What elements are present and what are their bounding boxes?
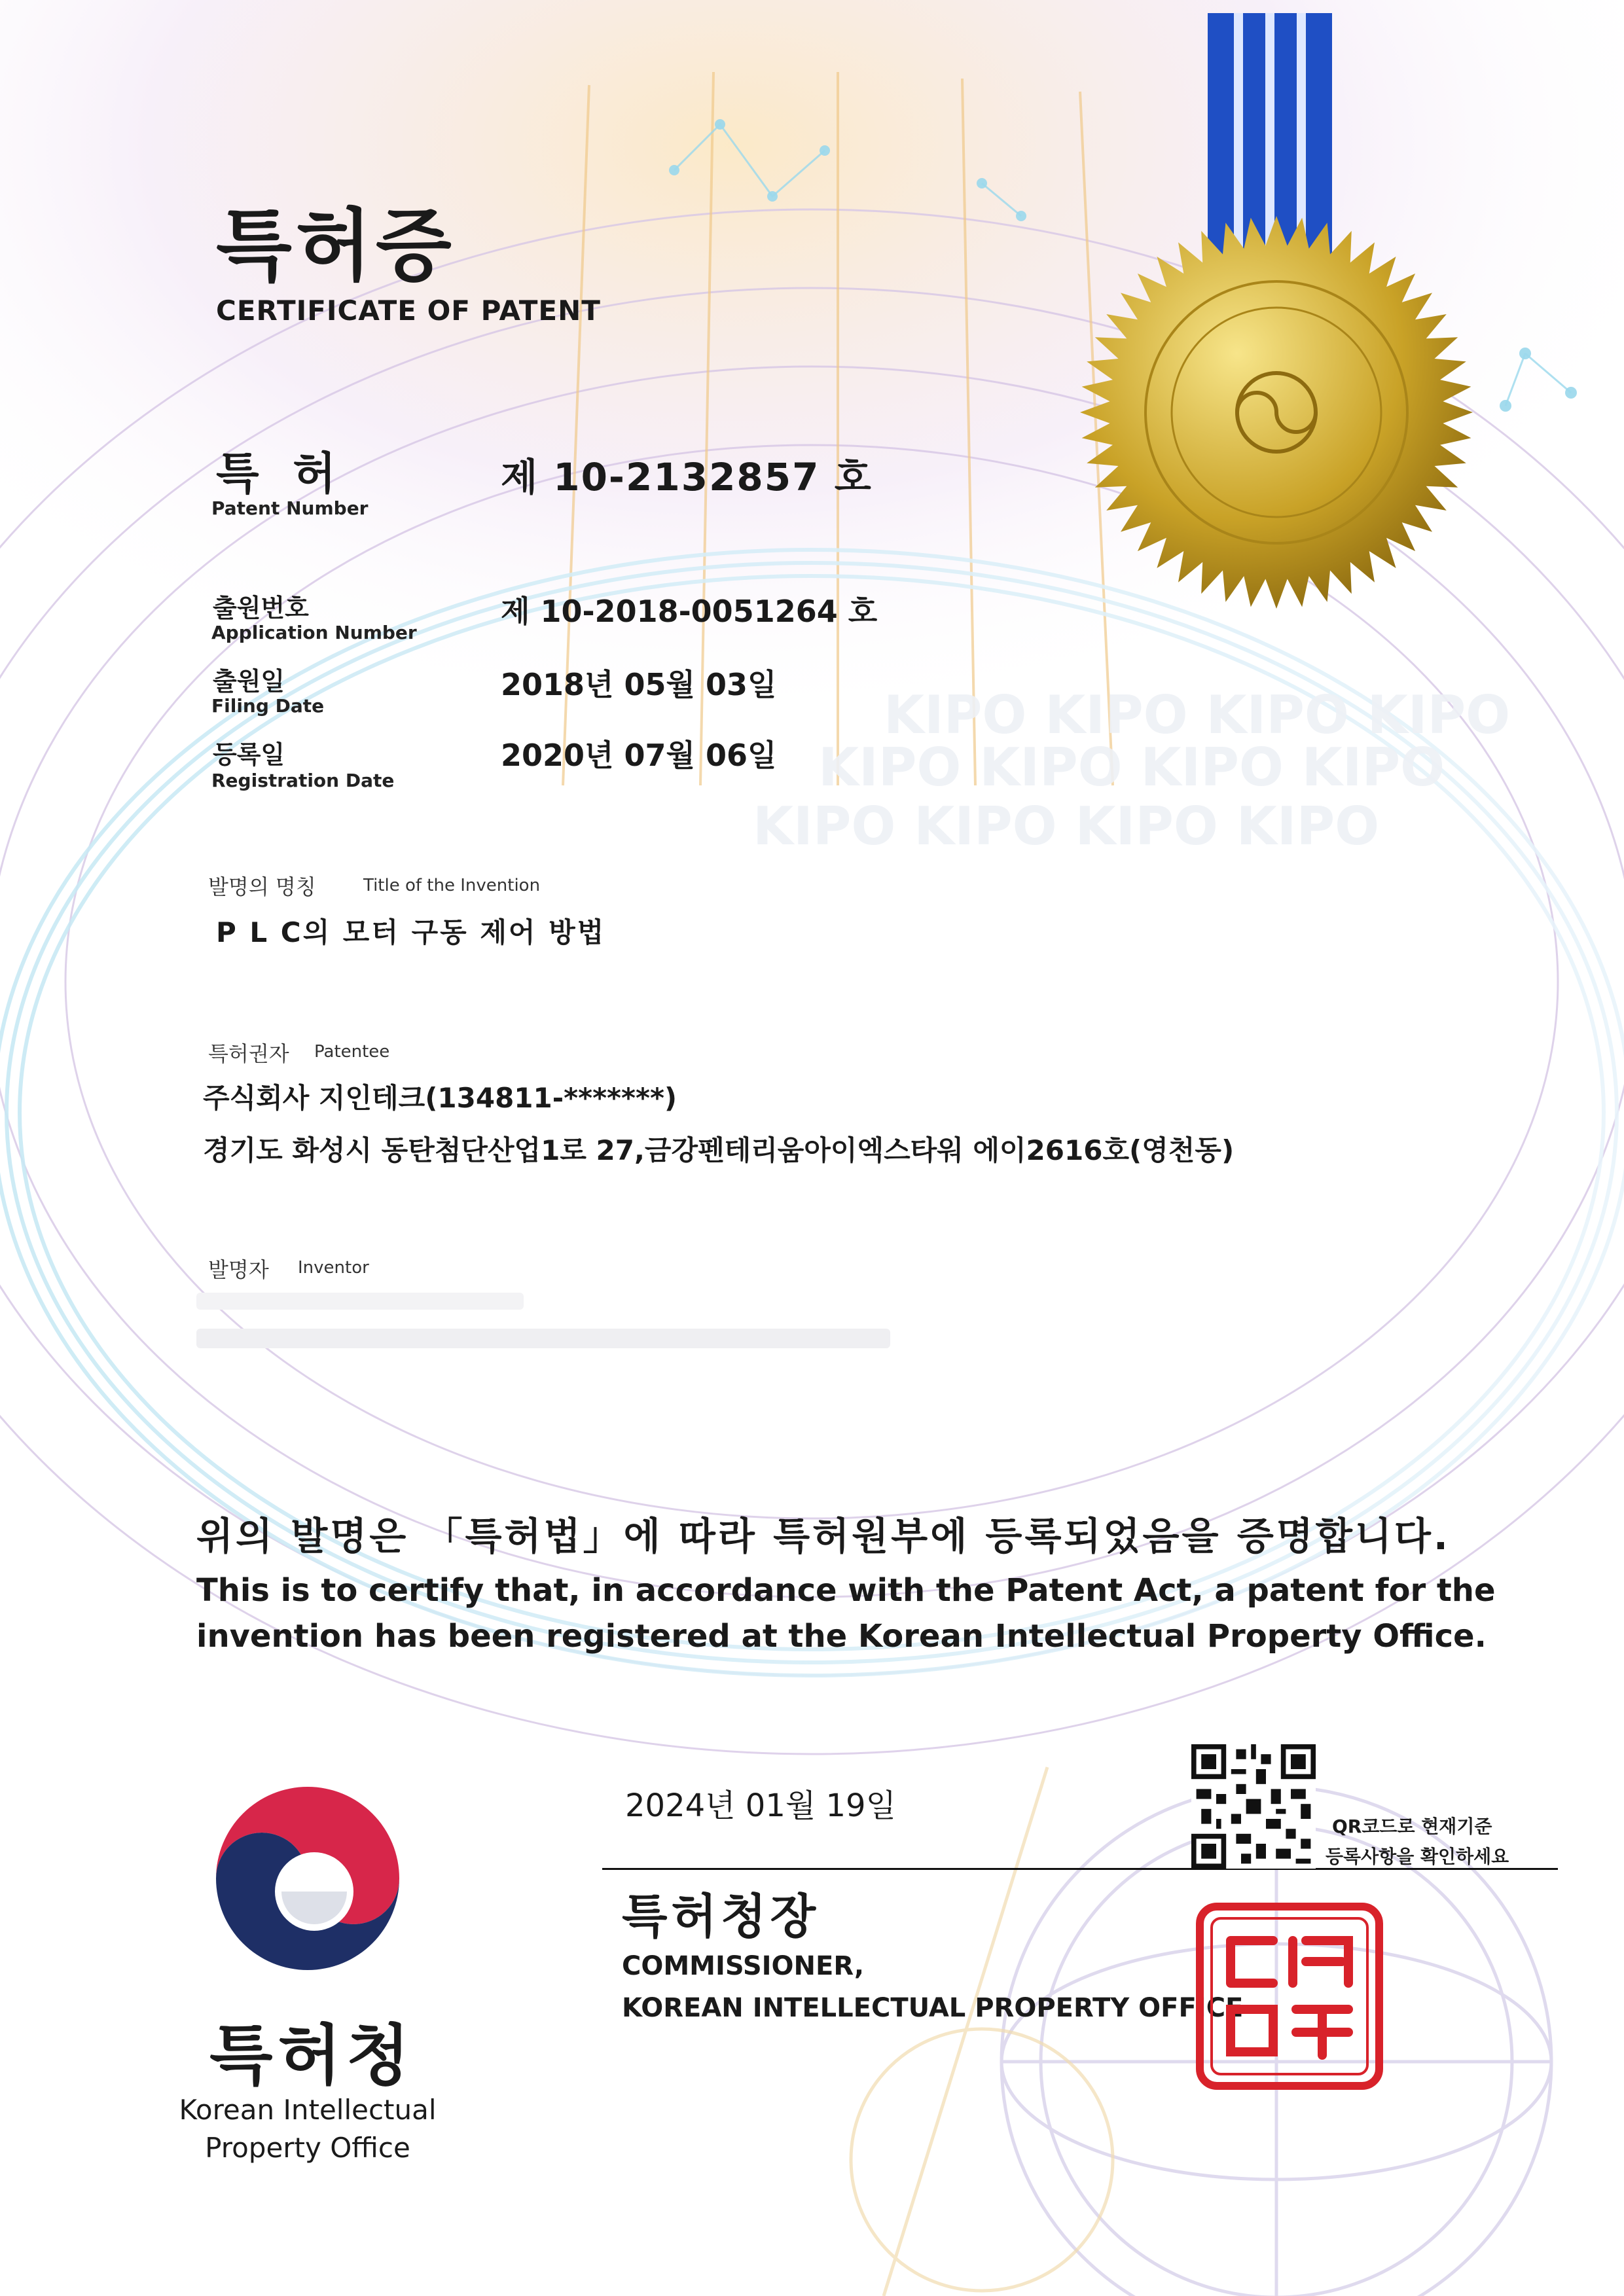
inventor-label: 발명자	[208, 1257, 269, 1282]
svg-text:KIPO KIPO KIPO KIPO: KIPO KIPO KIPO KIPO	[884, 685, 1511, 745]
official-red-stamp-icon	[1195, 1901, 1384, 2091]
registration-date-label-en: Registration Date	[211, 770, 395, 791]
office-name-en: Korean Intellectual Property Office	[179, 2094, 437, 2164]
application-number-value: 제 10-2018-0051264 호	[501, 594, 878, 629]
qr-caption-line2: 등록사항을 확인하세요	[1326, 1846, 1509, 1867]
inventor-redacted-line	[196, 1293, 524, 1310]
certification-statement-en-line2: invention has been registered at the Korean Intellectual Property Office.	[196, 1618, 1487, 1655]
qr-code-icon[interactable]	[1191, 1744, 1316, 1869]
patent-number-label-en: Patent Number	[211, 497, 369, 519]
registration-date-label: 등록일	[213, 740, 285, 769]
svg-text:KIPO KIPO KIPO KIPO: KIPO KIPO KIPO KIPO	[753, 796, 1380, 857]
patent-number-value: 제 10-2132857 호	[501, 455, 873, 499]
kipo-taegeuk-logo-icon	[209, 1780, 406, 1977]
qr-caption-line1: QR코드로 현재기준	[1332, 1816, 1492, 1837]
inventor-label-en: Inventor	[298, 1258, 369, 1278]
certificate-title: 특허증	[216, 201, 456, 292]
patentee-label: 특허권자	[208, 1041, 289, 1066]
issue-date: 2024년 01월 19일	[625, 1787, 896, 1824]
filing-date-value: 2018년 05월 03일	[501, 667, 777, 702]
issuer-title-en-line1: COMMISSIONER,	[622, 1951, 865, 1981]
office-name-ko: 특허청	[209, 2017, 415, 2094]
issuer-title-ko: 특허청장	[622, 1889, 820, 1944]
inventor-redacted-line	[196, 1329, 890, 1348]
issuer-title-en-line2: KOREAN INTELLECTUAL PROPERTY OFFICE	[622, 1993, 1244, 2023]
gold-seal-icon	[1074, 209, 1479, 615]
application-number-label-en: Application Number	[211, 622, 417, 643]
certificate-subtitle: CERTIFICATE OF PATENT	[216, 295, 601, 327]
certification-statement-en-line1: This is to certify that, in accordance with the Patent Act, a patent for the	[196, 1572, 1496, 1609]
patent-number-label: 특 허	[216, 448, 346, 500]
filing-date-label: 출원일	[213, 667, 285, 696]
invention-title-value: P L C의 모터 구동 제어 방법	[216, 916, 606, 948]
application-number-label: 출원번호	[213, 594, 309, 622]
patentee-label-en: Patentee	[314, 1042, 390, 1062]
registration-date-value: 2020년 07월 06일	[501, 738, 777, 773]
svg-text:KIPO KIPO KIPO KIPO: KIPO KIPO KIPO KIPO	[818, 737, 1445, 798]
patentee-address: 경기도 화성시 동탄첨단산업1로 27,금강펜테리움아이엑스타워 에이2616호(영천동)	[203, 1134, 1235, 1166]
patentee-name: 주식회사 지인테크(134811-*******)	[203, 1082, 677, 1114]
invention-title-label-en: Title of the Invention	[363, 876, 541, 895]
invention-title-label: 발명의 명칭	[208, 874, 316, 899]
certification-statement-ko: 위의 발명은 「특허법」에 따라 특허원부에 등록되었음을 증명합니다.	[196, 1514, 1451, 1558]
filing-date-label-en: Filing Date	[211, 695, 325, 717]
